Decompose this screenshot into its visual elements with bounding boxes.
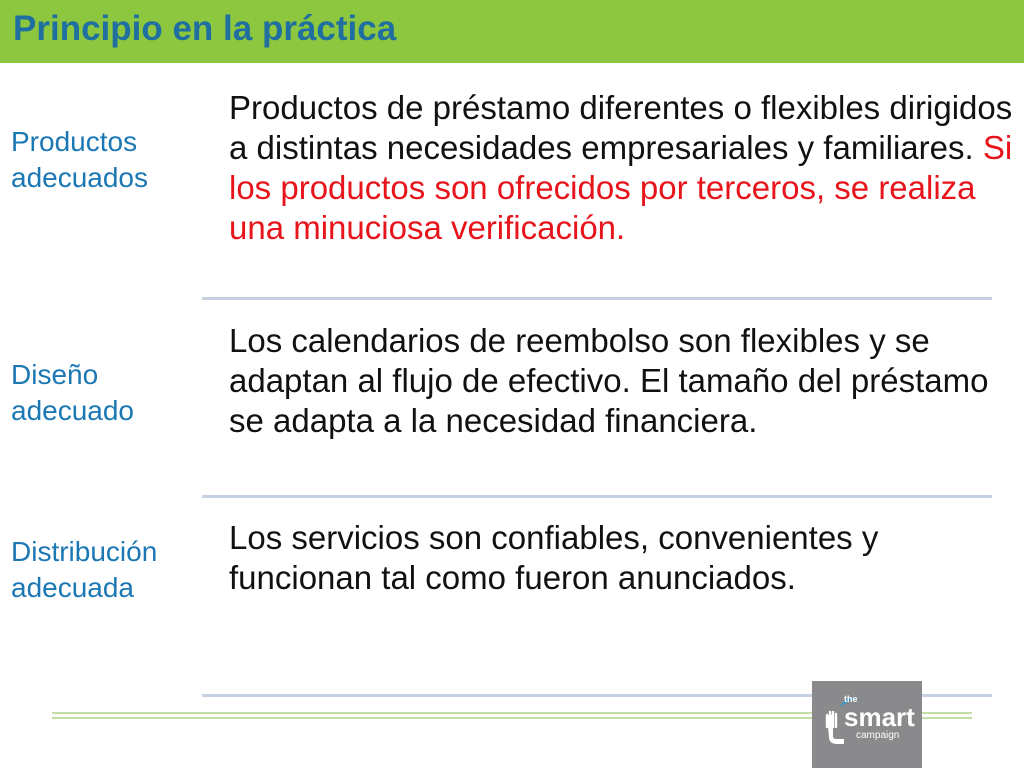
row-label-line2: adecuada — [11, 572, 135, 603]
row-label-line2: adecuado — [11, 395, 135, 426]
row-label-distribucion — [11, 534, 157, 606]
row-label-productos — [11, 124, 148, 196]
row-divider — [202, 297, 992, 300]
title-bar — [0, 0, 1024, 63]
row-label-line1: Productos — [11, 126, 138, 157]
row-label-line2: adecuados — [11, 162, 149, 193]
row-description-diseno — [229, 321, 1019, 441]
row-text: Productos de préstamo diferentes o flexibles dirigidos a distintas necesidades empresariales y familiares. — [229, 89, 1013, 166]
row-description-distribucion — [229, 518, 1019, 598]
row-description-productos — [229, 88, 1019, 248]
row-highlight-text: Si los productos son ofrecidos por terceros, se realiza una minuciosa verificación. — [229, 129, 1013, 246]
smart-campaign-logo — [812, 681, 922, 768]
logo-name-text: smart — [844, 702, 915, 732]
row-divider — [202, 495, 992, 498]
row-text: Los calendarios de reembolso son flexibles y se adaptan al flujo de efectivo. El tamaño del préstamo se adapta a la necesidad financiera. — [229, 322, 989, 439]
logo-the-text: the — [844, 694, 858, 704]
row-label-line1: Diseño — [11, 359, 99, 390]
logo-sub-text: campaign — [856, 730, 900, 741]
row-label-line1: Distribución — [11, 536, 158, 567]
row-label-diseno — [11, 357, 134, 429]
slide-title: Principio en la práctica — [13, 9, 397, 48]
row-text: Los servicios son confiables, convenientes y funcionan tal como fueron anunciados. — [229, 519, 879, 596]
